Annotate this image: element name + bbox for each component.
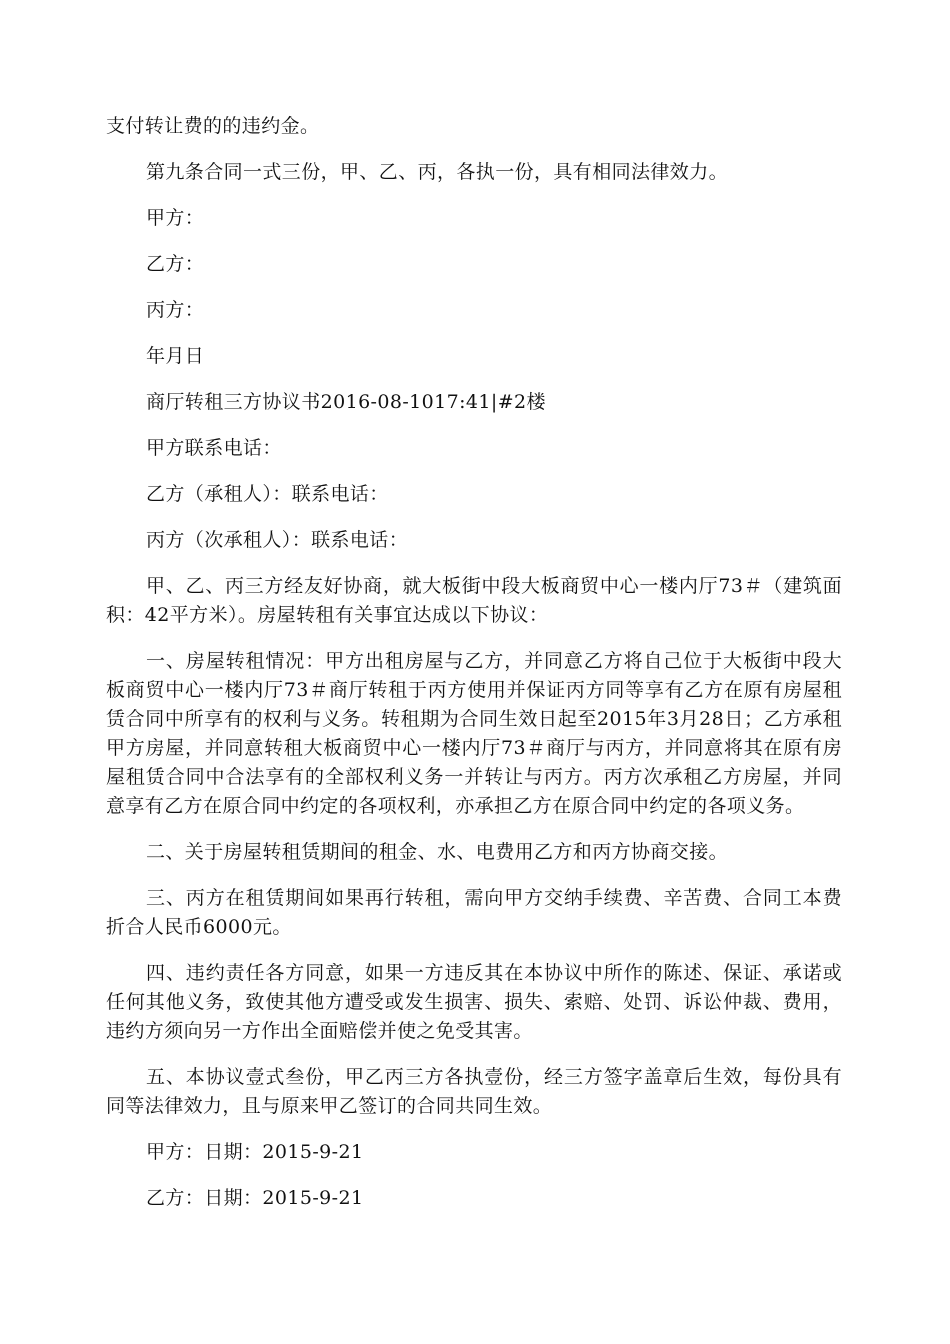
party-a-date-line: 甲方：日期：2015-9-21 [146, 1141, 364, 1163]
party-c-signature-line: 丙方： [146, 299, 205, 321]
clause-three: 三、丙方在租赁期间如果再行转租，需向甲方交纳手续费、辛苦费、合同工本费折合人民币6000元。 [106, 887, 842, 938]
clause-two: 二、关于房屋转租赁期间的租金、水、电费用乙方和丙方协商交接。 [146, 841, 729, 863]
paragraph-article-nine: 第九条合同一式三份，甲、乙、丙，各执一份，具有相同法律效力。 [146, 161, 729, 183]
clause-five: 五、本协议壹式叁份，甲乙丙三方各执壹份，经三方签字盖章后生效，每份具有同等法律效力，且与原来甲乙签订的合同共同生效。 [106, 1066, 842, 1117]
document-body [106, 112, 842, 1230]
party-b-contact: 乙方（承租人）：联系电话： [146, 483, 389, 505]
agreement-title: 商厅转租三方协议书2016-08-1017:41|#2楼 [146, 391, 546, 413]
clause-one: 一、房屋转租情况：甲方出租房屋与乙方，并同意乙方将自己位于大板街中段大板商贸中心一楼内厅73＃商厅转租于丙方使用并保证丙方同等享有乙方在原有房屋租赁合同中所享有的权利与义务。转租期为合同生效日起至2015年3月28日；乙方承租甲方房屋，并同意转租大板商贸中心一楼内厅73＃商厅与丙方，并同意将其在原有房屋租赁合同中合法享有的全部权利义务一并转让与丙方。丙方次承租乙方房屋，并同意享有乙方在原合同中约定的各项权利，亦承担乙方在原合同中约定的各项义务。 [106, 650, 842, 817]
party-a-contact: 甲方联系电话： [146, 437, 282, 459]
date-line: 年月日 [146, 345, 205, 367]
party-b-date-line: 乙方：日期：2015-9-21 [146, 1187, 364, 1209]
clause-four: 四、违约责任各方同意，如果一方违反其在本协议中所作的陈述、保证、承诺或任何其他义务，致使其他方遭受或发生损害、损失、索赔、处罚、诉讼仲裁、费用，违约方须向另一方作出全面赔偿并使之免受其害。 [106, 962, 842, 1042]
party-b-signature-line: 乙方： [146, 253, 205, 275]
paragraph-penalty-continuation: 支付转让费的的违约金。 [106, 115, 320, 137]
party-a-signature-line: 甲方： [146, 207, 205, 229]
party-c-contact: 丙方（次承租人）：联系电话： [146, 529, 409, 551]
paragraph-preamble: 甲、乙、丙三方经友好协商，就大板街中段大板商贸中心一楼内厅73＃（建筑面积：42平方米）。房屋转租有关事宜达成以下协议： [106, 575, 842, 626]
